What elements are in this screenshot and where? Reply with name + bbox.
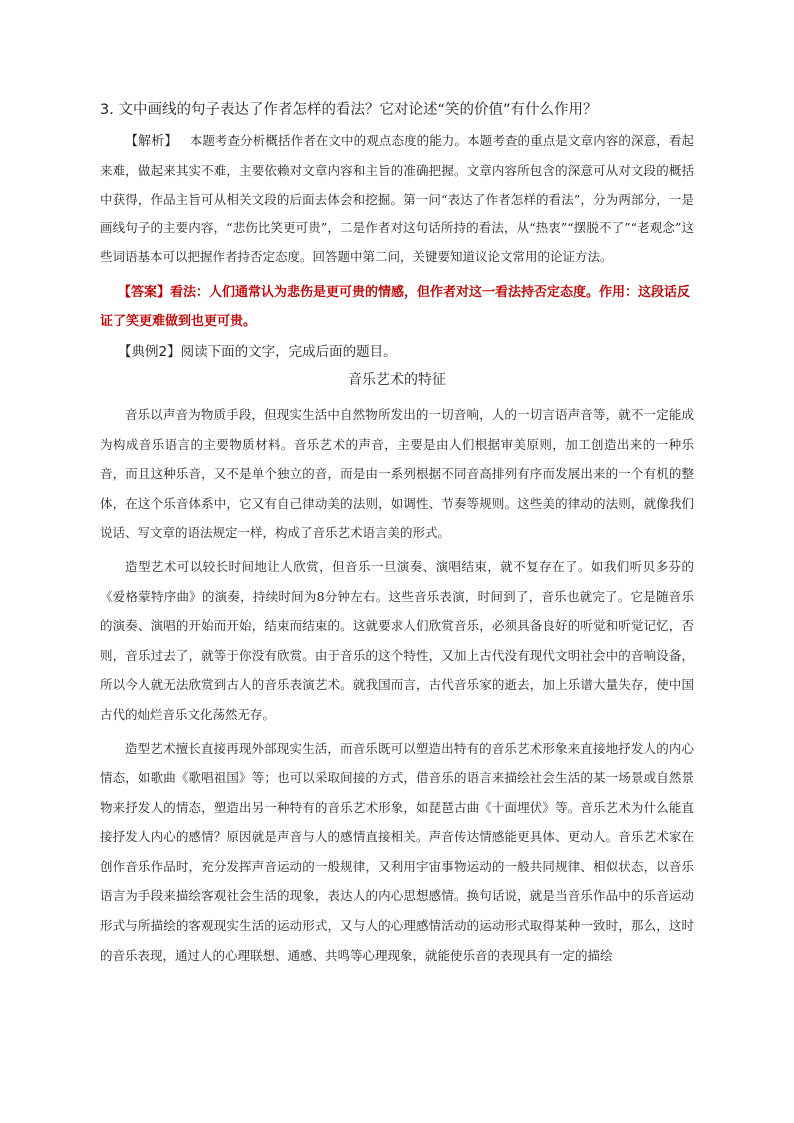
article-paragraph-1: 音乐以声音为物质手段，但现实生活中自然物所发出的一切音响，人的一切言语声音等，就不一定能成为构成音乐语言的主要物质材料。音乐艺术的声音，主要是由人们根据审美原则，加工创造出来的一种乐音，而且这种乐音，又不是单个独立的音，而是由一系列根据不同音高排列有序而发展出来的一个有机的整体，在这个乐音体系中，它又有自己律动美的法则，如调性、节奏等规则。这些美的律动的法则，就像我们说话、写文章的语法规定一样，构成了音乐艺术语言美的形式。 [100,406,694,541]
analysis-tag: 【解析】 [125,134,178,149]
example-instruction: 阅读下面的文字，完成后面的题目。 [180,343,397,360]
document-page [100,97,694,974]
answer-tag: 【答案】 [118,284,171,300]
article-title: 音乐艺术的特征 [348,371,446,388]
example-heading [100,338,694,366]
analysis-paragraph [100,127,694,272]
article-paragraph-2: 造型艺术可以较长时间地让人欣赏，但音乐一旦演奏、演唱结束，就不复存在了。如我们听贝多芬的《爱格蒙特序曲》的演奏，持续时间为8分钟左右。这些音乐表演，时间到了，音乐也就完了。它是随音乐的演奏、演唱的开始而开始，结束而结束的。这就要求人们欣赏音乐，必须具备良好的听觉和听觉记忆，否则，音乐过去了，就等于你没有欣赏。由于音乐的这个特性，又加上古代没有现代文明社会中的音响设备，所以今人就无法欣赏到古人的音乐表演艺术。就我国而言，古代音乐家的逝去，加上乐谱大量失存，使中国古代的灿烂音乐文化荡然无存。 [100,558,694,722]
question-3: 3. 文中画线的句子表达了作者怎样的看法？它对论述“笑的价值”有什么作用？ [100,102,598,118]
article-paragraph-3: 造型艺术擅长直接再现外部现实生活，而音乐既可以塑造出特有的音乐艺术形象来直接地抒发人的内心情态，如歌曲《歌唱祖国》等；也可以采取间接的方式，借音乐的语言来描绘社会生活的某一场景或自然景物来抒发人的情态，塑造出另一种特有的音乐艺术形象，如琵琶古曲《十面埋伏》等。音乐艺术为什么能直接抒发人内心的感情？原因就是声音与人的感情直接相关。声音传达情感能更具体、更动人。音乐艺术家在创作音乐作品时，充分发挥声音运动的一般规律，又利用宇宙事物运动的一般共同规律、相似状态，以音乐语言为手段来描绘客观社会生活的现象，表达人的内心思想感情。换句话说，就是当音乐作品中的乐音运动形式与所描绘的客观现实生活的运动形式，又与人的心理感情活动的运动形式取得某种一致时，那么，这时的音乐表现，通过人的心理联想、通感、共鸣等心理现象，就能使乐音的表现具有一定的描绘 [100,740,694,963]
answer-paragraph [100,278,694,336]
example-tag: 【典例2】 [118,343,181,360]
answer-text: 看法：人们通常认为悲伤是更可贵的情感，但作者对这一看法持否定态度。作用：这段话反证了笑更难做到也更可贵。 [100,284,691,329]
analysis-text: 本题考查分析概括作者在文中的观点态度的能力。本题考查的重点是文章内容的深意，看起来难，做起来其实不难，主要依赖对文章内容和主旨的准确把握。文章内容所包含的深意可从对文段的概括中获得，作品主旨可从相关文段的后面去体会和挖掘。第一问“表达了作者怎样的看法”，分为两部分，一是画线句子的主要内容，“悲伤比笑更可贵”，二是作者对这句话所持的看法，从“热衷”“摆脱不了”“老观念”这些词语基本可以把握作者持否定态度。回答题中第二问，关键要知道议论文常用的论证方法。 [100,133,694,265]
